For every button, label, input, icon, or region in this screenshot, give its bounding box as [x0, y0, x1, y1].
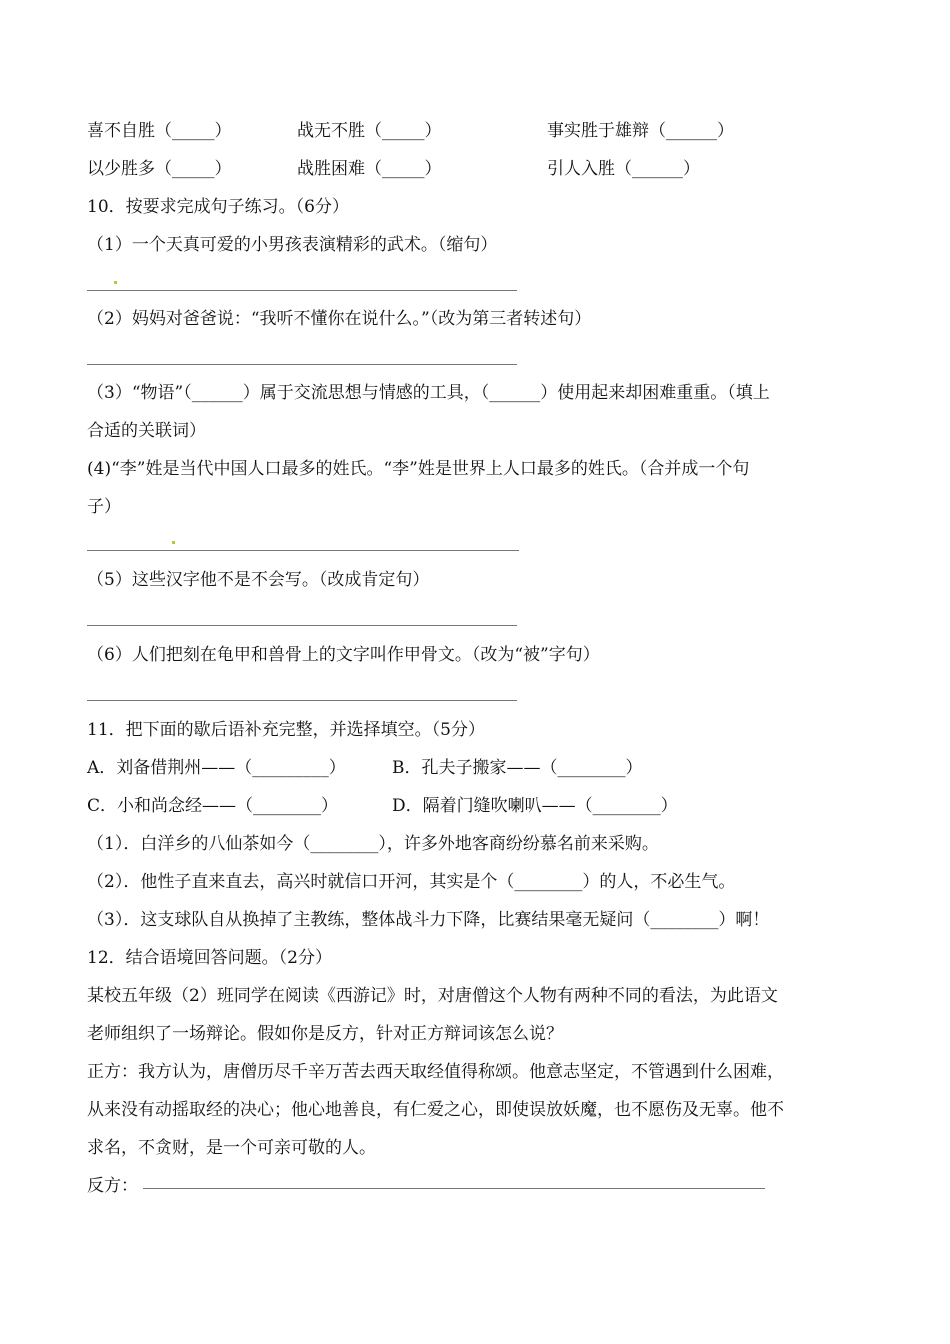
q10-sentence-1: （1）一个天真可爱的小男孩表演精彩的武术。（缩句） — [87, 235, 498, 255]
xiehouyu-a: A．刘备借荆州——（_________） — [87, 758, 346, 778]
q10-title: 10．按要求完成句子练习。（6分） — [87, 197, 349, 217]
q12-title: 12．结合语境回答问题。（2分） — [87, 948, 332, 968]
q11-title: 11．把下面的歇后语补充完整，并选择填空。（5分） — [87, 720, 485, 740]
q12-affirmative-2: 从来没有动摇取经的决心；他心地善良，有仁爱之心，即使误放妖魔，也不愿伤及无辜。他不 — [87, 1100, 784, 1120]
idiom-3: 事实胜于雄辩（______） — [547, 121, 734, 141]
q10-sentence-5: （5）这些汉字他不是不会写。（改成肯定句） — [87, 570, 430, 590]
q10-sentence-2: （2）妈妈对爸爸说：“我听不懂你在说什么。”（改为第三者转述句） — [87, 309, 592, 329]
q11-fill-1: （1）．白洋乡的八仙茶如今（________），许多外地客商纷纷慕名前来采购。 — [87, 834, 659, 854]
q12-context-2: 老师组织了一场辩论。假如你是反方，针对正方辩词该怎么说？ — [87, 1024, 563, 1044]
q12-answer-label: 反方： — [87, 1176, 138, 1196]
idiom-6: 引人入胜（______） — [547, 159, 700, 179]
q12-context-1: 某校五年级（2）班同学在阅读《西游记》时，对唐僧这个人物有两种不同的看法，为此语文 — [87, 986, 778, 1006]
q11-fill-2: （2）．他性子直来直去，高兴时就信口开河，其实是个（________）的人，不必生气。 — [87, 872, 736, 892]
idiom-1: 喜不自胜（_____） — [87, 121, 232, 141]
green-dot — [172, 541, 175, 544]
answer-line-12[interactable] — [143, 1188, 765, 1189]
q10-sentence-3b: 合适的关联词） — [87, 421, 206, 441]
q10-sentence-6: （6）人们把刻在龟甲和兽骨上的文字叫作甲骨文。（改为“被”字句） — [87, 645, 600, 665]
q12-affirmative-1: 正方：我方认为，唐僧历尽千辛万苦去西天取经值得称颂。他意志坚定，不管遇到什么困难， — [87, 1062, 784, 1082]
answer-line-2[interactable] — [87, 364, 517, 365]
q12-affirmative-3: 求名，不贪财，是一个可亲可敬的人。 — [87, 1138, 376, 1158]
answer-line-6[interactable] — [87, 700, 517, 701]
idiom-4: 以少胜多（_____） — [87, 159, 232, 179]
q10-sentence-4a: (4)“李”姓是当代中国人口最多的姓氏。“李”姓是世界上人口最多的姓氏。（合并成一个句 — [87, 459, 750, 479]
q11-fill-3: （3）．这支球队自从换掉了主教练，整体战斗力下降，比赛结果毫无疑问（________）啊！ — [87, 910, 770, 930]
xiehouyu-d: D．隔着门缝吹喇叭——（________） — [392, 796, 678, 816]
idiom-2: 战无不胜（_____） — [297, 121, 442, 141]
answer-line-1[interactable] — [87, 290, 517, 291]
answer-line-4[interactable] — [87, 550, 519, 551]
xiehouyu-c: C．小和尚念经——（________） — [87, 796, 339, 816]
answer-line-5[interactable] — [87, 625, 517, 626]
green-dot — [114, 281, 117, 284]
xiehouyu-b: B．孔夫子搬家——（________） — [392, 758, 643, 778]
idiom-5: 战胜困难（_____） — [297, 159, 442, 179]
q10-sentence-3a: （3）“物语”（______）属于交流思想与情感的工具，（______）使用起来却困难重重。（填上 — [87, 383, 770, 403]
q10-sentence-4b: 子） — [87, 497, 121, 517]
